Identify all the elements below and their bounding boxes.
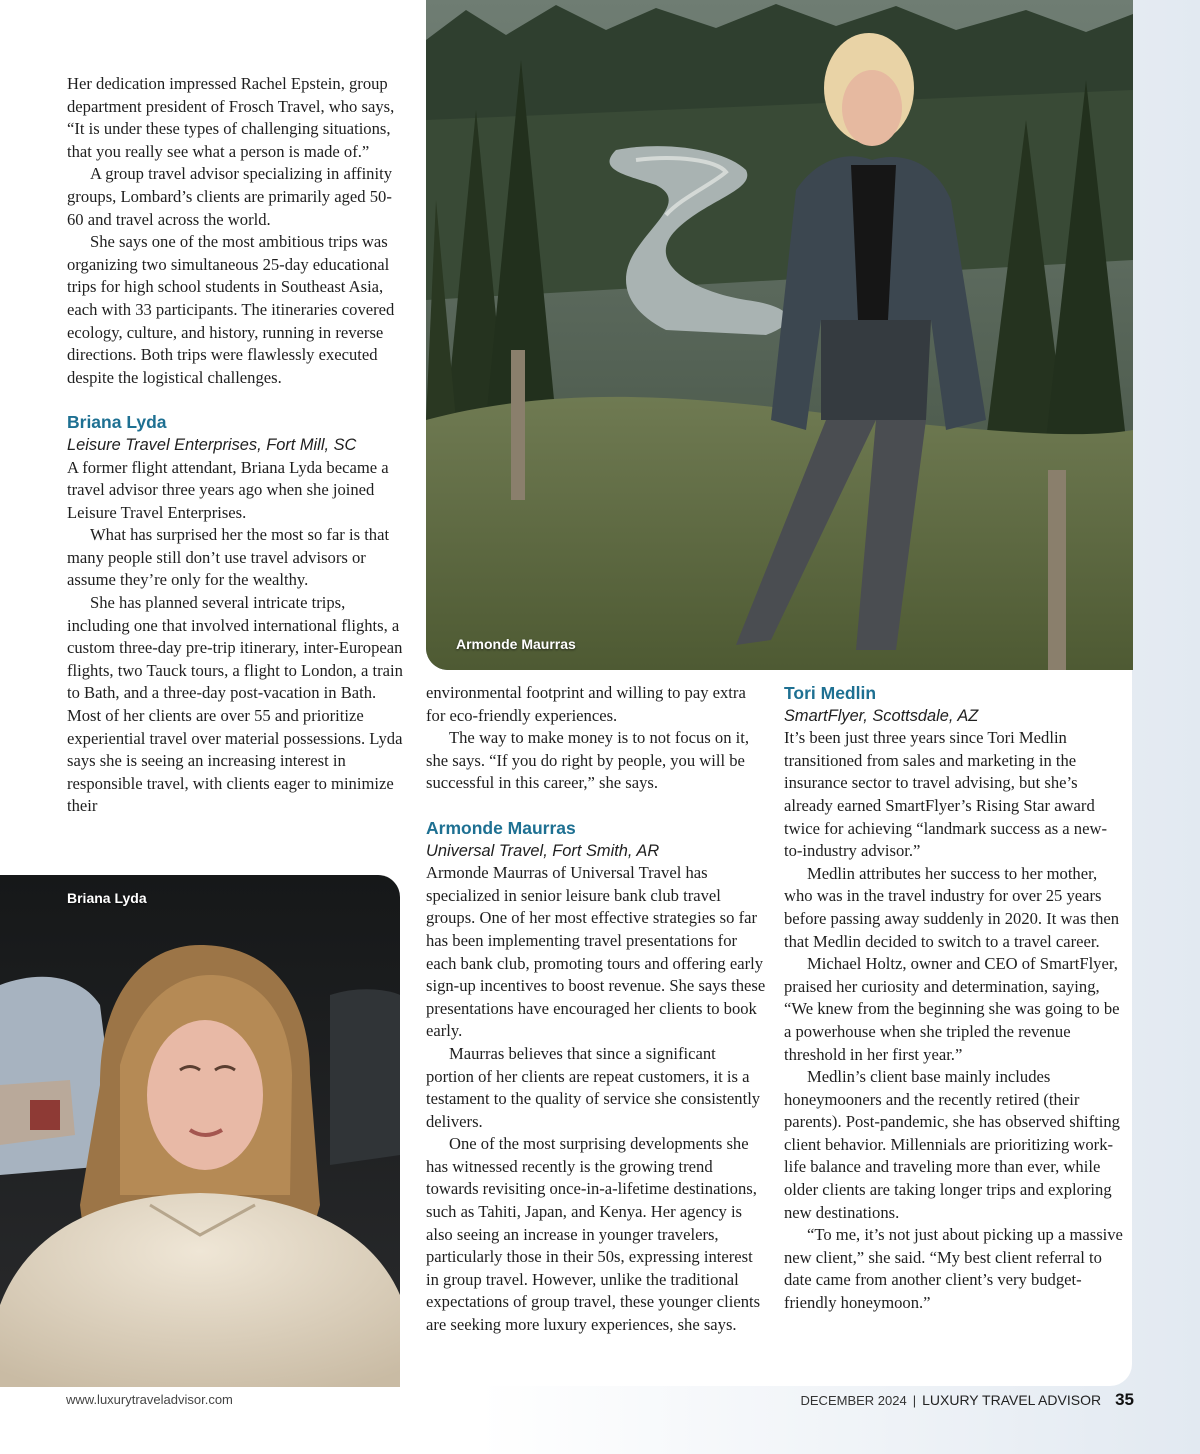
footer-separator: | [912,1393,917,1408]
body-paragraph: It’s been just three years since Tori Medlin transitioned from sales and marketing in the insurance sector to travel advising, but she’s already earned SmartFlyer’s Rising Star award twice for achieving “landmark success as a new-to-industry advisor.” [784,728,1107,861]
column-2 [426,682,766,1337]
body-paragraph: “To me, it’s not just about picking up a massive new client,” she said. “My best client referral to date came from another client’s very budget-friendly honeymoon.” [784,1225,1123,1313]
body-paragraph: A group travel advisor specializing in affinity groups, Lombard’s clients are primarily aged 50-60 and travel across the world. [67,164,392,229]
page-number: 35 [1115,1390,1134,1409]
profile-affiliation: Leisure Travel Enterprises, Fort Mill, SC [67,435,357,454]
photo-caption-briana: Briana Lyda [67,890,147,906]
body-paragraph: She has planned several intricate trips, including one that involved international flights, a custom three-day pre-trip itinerary, inter-European flights, two Tauck tours, a flight to London, a train to Bath, and a three-day post-vacation in Bath. Most of her clients are over 55 and prioritize experiential travel over material possessions. Lyda says she is seeing an increasing interest in responsible travel, with clients eager to minimize their [67,593,403,816]
body-paragraph: Medlin attributes her success to her mother, who was in the travel industry for over 25 years before passing away suddenly in 2020. It was then that Medlin decided to switch to a travel career. [784,863,1120,951]
footer-date: DECEMBER 2024 [800,1393,907,1408]
photo-armonde-maurras [426,0,1133,670]
photo-armonde-scene [426,0,1133,670]
body-paragraph: The way to make money is to not focus on it, she says. “If you do right by people, you will be successful in this career,” she says. [426,728,750,793]
body-paragraph: She says one of the most ambitious trips was organizing two simultaneous 25-day educational trips for high school students in Southeast Asia, each with 33 participants. The itineraries covered ecology, culture, and history, running in reverse directions. Both trips were flawlessly executed despite the logistical challenges. [67,232,395,387]
profile-name-tori-medlin: Tori Medlin [784,683,877,703]
section-gap [67,389,407,411]
body-paragraph: Maurras believes that since a significant portion of her clients are repeat customers, it is a testament to the quality of service she consistently delivers. [426,1043,761,1131]
profile-affiliation: Universal Travel, Fort Smith, AR [426,841,660,860]
photo-caption-armonde: Armonde Maurras [456,636,576,652]
body-paragraph: What has surprised her the most so far is that many people still don’t use travel advisors or assume they’re only for the wealthy. [67,525,390,590]
body-paragraph: A former flight attendant, Briana Lyda became a travel advisor three years ago when she joined Leisure Travel Enterprises. [67,457,389,522]
body-paragraph: Armonde Maurras of Universal Travel has specialized in senior leisure bank club travel groups. One of her most effective strategies so far has been implementing travel presentations for each bank club, promoting tours and offering early sign-up incentives to boost revenue. She says these presentations have encouraged her clients to book early. [426,863,766,1041]
profile-affiliation: SmartFlyer, Scottsdale, AZ [784,706,979,725]
column-3 [784,682,1124,1315]
page-footer [0,1386,1200,1454]
section-gap [426,795,766,817]
body-paragraph: environmental footprint and willing to pay extra for eco-friendly experiences. [426,683,746,725]
body-paragraph: Michael Holtz, owner and CEO of SmartFlyer, praised her curiosity and determination, saying, “We knew from the beginning she was going to be a powerhouse when she tripled the revenue threshold in her first year.” [784,954,1120,1064]
body-paragraph: One of the most surprising developments she has witnessed recently is the growing trend towards revisiting once-in-a-lifetime destinations, such as Tahiti, Japan, and Kenya. Her agency is also seeing an increase in younger travelers, particularly those in their 50s, expressing interest in group travel. However, unlike the traditional expectations of group travel, these younger clients are seeking more luxury experiences, she says. [426,1134,761,1335]
column-1 [67,73,407,818]
body-paragraph: Her dedication impressed Rachel Epstein, group department president of Frosch Travel, who says, “It is under these types of challenging situations, that you really see what a person is made of.” [67,74,395,161]
footer-folio [801,1386,1135,1415]
profile-name-armonde-maurras: Armonde Maurras [426,817,576,838]
photo-briana-lyda [0,875,400,1387]
profile-name-briana-lyda: Briana Lyda [67,412,167,433]
body-paragraph: Medlin’s client base mainly includes honeymooners and the recently retired (their parents). Post-pandemic, she has observed shifting client behavior. Millennials are prioritizing work-life balance and traveling more than ever, while older clients are taking longer trips and exploring new destinations. [784,1067,1120,1222]
photo-briana-scene [0,875,400,1387]
footer-publication: LUXURY TRAVEL ADVISOR [922,1392,1102,1408]
footer-url-link[interactable]: www.luxurytraveladvisor.com [66,1392,233,1407]
